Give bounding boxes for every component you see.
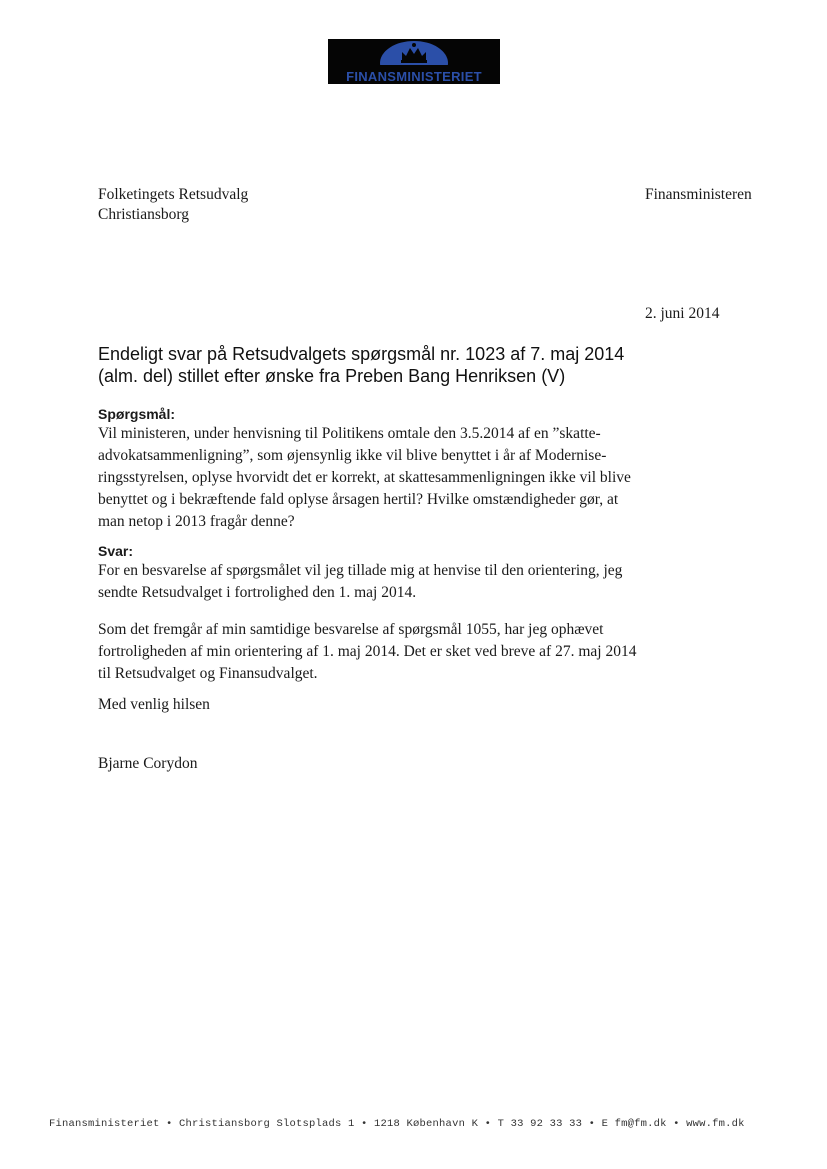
question-heading: Spørgsmål: [98, 406, 176, 422]
signature-name: Bjarne Corydon [98, 755, 198, 772]
logo-wordmark: FINANSMINISTERIET [346, 69, 482, 84]
answer-section [98, 543, 638, 604]
crown-icon [328, 39, 500, 71]
closing: Med venlig hilsen [98, 696, 210, 713]
letter-date: 2. juni 2014 [645, 305, 720, 322]
sender: Finansministeren [645, 186, 752, 203]
answer-paragraph-2: Som det fremgår af min samtidige besvarelse af spørgsmål 1055, har jeg ophævet fortroligheden af min orientering af 1. maj 2014. Det er sket ved breve af 27. maj 2014 til Retsudvalget og Finansudvalget. [98, 621, 637, 682]
recipient-line-1: Folketingets Retsudvalg [98, 186, 249, 203]
recipient-line-2: Christiansborg [98, 206, 189, 223]
letter-title: Endeligt svar på Retsudvalgets spørgsmål nr. 1023 af 7. maj 2014 (alm. del) stillet efter ønske fra Preben Bang Henriksen (V) [98, 344, 625, 386]
answer-paragraph-1: For en besvarelse af spørgsmålet vil jeg tillade mig at henvise til den orientering, jeg sendte Retsudvalget i fortrolighed den 1. maj 2014. [98, 562, 623, 601]
footer-contact: Finansministeriet • Christiansborg Slotsplads 1 • 1218 København K • T 33 92 33 33 • E fm@fm.dk • www.fm.dk [49, 1118, 745, 1130]
answer-heading: Svar: [98, 543, 134, 559]
ministry-logo [328, 39, 500, 84]
question-text: Vil ministeren, under henvisning til Politikens omtale den 3.5.2014 af en ”skatte-advokatsammenligning”, som øjensynlig ikke vil blive benyttet i år af Modernise-ringsstyrelsen, oplyse hvorvidt det er korrekt, at skattesammenligningen ikke vil blive benyttet og i bekræftende fald oplyse årsagen hertil? Hvilke omstændigheder gør, at man netop i 2013 fragår denne? [98, 425, 631, 530]
recipient-address [98, 185, 248, 225]
question-section [98, 406, 638, 533]
